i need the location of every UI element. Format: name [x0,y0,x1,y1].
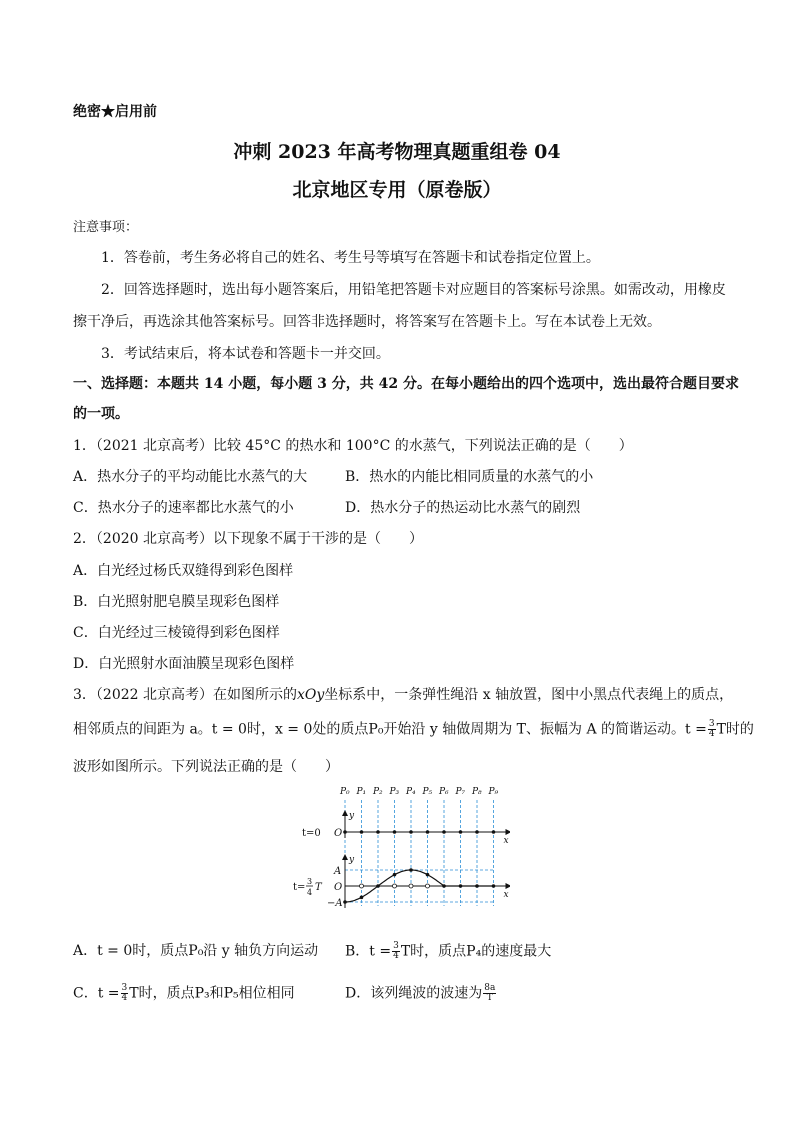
notice-heading: 注意事项： [73,220,139,235]
point-label: P₇ [455,787,466,797]
x-label: x [503,890,509,900]
q2-stem: 2．（2020 北京高考）以下现象不属于干涉的是（ ） [73,531,423,547]
particle [475,830,479,834]
amp-label: A [334,866,342,877]
particle [442,830,446,834]
particle [376,830,380,834]
q3-coord-name: xOy [297,687,325,703]
particle [343,900,347,904]
particle [475,884,479,888]
row-label-frac-num: 3 [307,877,313,886]
particle [393,830,397,834]
notice-item-2: 2．回答选择题时，选出每小题答案后，用铅笔把答题卡对应题目的答案标号涂黑。如需改动，用橡皮 [101,282,726,298]
particle [426,830,430,834]
origin-label: O [334,882,343,893]
particle [426,873,430,877]
q1-stem: 1．（2021 北京高考）比较 45°C 的热水和 100°C 的水蒸气，下列说法正确的是（ ） [73,438,633,454]
equilibrium-point [426,884,430,888]
y-label: y [349,811,355,821]
arrow-icon [342,854,348,860]
notice-item-2-cont: 擦干净后，再选涂其他答案标号。回答非选择题时，将答案写在答题卡上。写在本试卷上无效。 [73,314,661,330]
q2-option-c: C．白光经过三棱镜得到彩色图样 [73,625,280,641]
q3-fraction: $\frac{3}{4}$ [708,719,715,739]
point-label: P₃ [389,787,400,797]
equilibrium-point [393,884,397,888]
particle [442,884,446,888]
particle [360,896,364,900]
q3-option-d: D．该列绳波的波速为 $\frac{8a}{T}$ [345,983,496,1003]
q3-option-a: A．t = 0时，质点P₀沿 y 轴负方向运动 [73,943,319,959]
y-label: y [349,855,355,865]
point-label: P₀ [340,787,350,797]
arrow-icon [506,829,511,835]
notice-item-3: 3．考试结束后，将本试卷和答题卡一并交回。 [101,346,390,362]
wave-figure [290,784,510,914]
q3-stem-part: T时的 [716,721,754,738]
particle [409,830,413,834]
arrow-icon [342,810,348,816]
q3-option-c: C．t = $\frac{3}{4}$ T时，质点P₃和P₅相位相同 [73,983,295,1003]
particle [343,830,347,834]
particle [360,830,364,834]
point-label: P₉ [488,787,499,797]
particle [393,873,397,877]
q1-option-d: D．热水分子的热运动比水蒸气的剧烈 [345,500,581,516]
point-label: P₈ [472,787,482,797]
q3-stem-line2 [73,720,754,739]
q2-option-a: A．白光经过杨氏双缝得到彩色图样 [73,563,294,579]
q1-option-c: C．热水分子的速率都比水蒸气的小 [73,500,294,516]
section-heading: 一、选择题：本题共 14 小题，每小题 3 分，共 42 分。在每小题给出的四个选项中，选出最符合题目要求 [73,376,739,392]
q3-stem-line3: 波形如图所示。下列说法正确的是（ ） [73,759,339,775]
particle [409,868,413,872]
q3-stem-part: 3．（2022 北京高考）在如图所示的 [73,687,297,703]
point-label: P₆ [439,787,449,797]
point-label: P₄ [406,787,416,797]
row-label: t= [293,882,306,893]
secret-label: 绝密★启用前 [73,104,157,120]
particle [459,884,463,888]
q3-option-b: B．t = $\frac{3}{4}$ T时，质点P₄的速度最大 [345,941,552,961]
particle [492,830,496,834]
q3-stem-part: 相邻质点的间距为 a。t = 0时，x = 0处的质点P₀开始沿 y 轴做周期为 T、振幅为 A 的简谐运动。t = [73,721,707,738]
point-label: P₂ [373,787,383,797]
amp-label: −A [327,898,343,909]
x-label: x [503,836,509,846]
q2-option-b: B．白光照射肥皂膜呈现彩色图样 [73,594,280,610]
point-label: P₅ [422,787,433,797]
section-heading-cont: 的一项。 [73,406,129,422]
arrow-icon [506,883,511,889]
q2-option-d: D．白光照射水面油膜呈现彩色图样 [73,656,295,672]
equilibrium-point [409,884,413,888]
q1-option-a: A．热水分子的平均动能比水蒸气的大 [73,469,308,485]
particle [459,830,463,834]
paper-title: 冲刺 2023 年高考物理真题重组卷 04 [233,141,561,163]
particle [376,884,380,888]
q3-stem-line1 [73,686,733,704]
origin-label: O [334,828,343,839]
notice-item-1: 1．答卷前，考生务必将自己的姓名、考生号等填写在答题卡和试卷指定位置上。 [101,250,600,266]
row-label: t=0 [302,828,321,839]
row-label: T [315,882,322,893]
particle [492,884,496,888]
row-label-frac-den: 4 [307,888,313,897]
q1-option-b: B．热水的内能比相同质量的水蒸气的小 [345,469,594,485]
equilibrium-point [360,884,364,888]
paper-subtitle: 北京地区专用（原卷版） [292,179,502,201]
point-label: P₁ [356,787,367,797]
q3-stem-part: 坐标系中，一条弹性绳沿 x 轴放置，图中小黑点代表绳上的质点， [324,687,734,703]
